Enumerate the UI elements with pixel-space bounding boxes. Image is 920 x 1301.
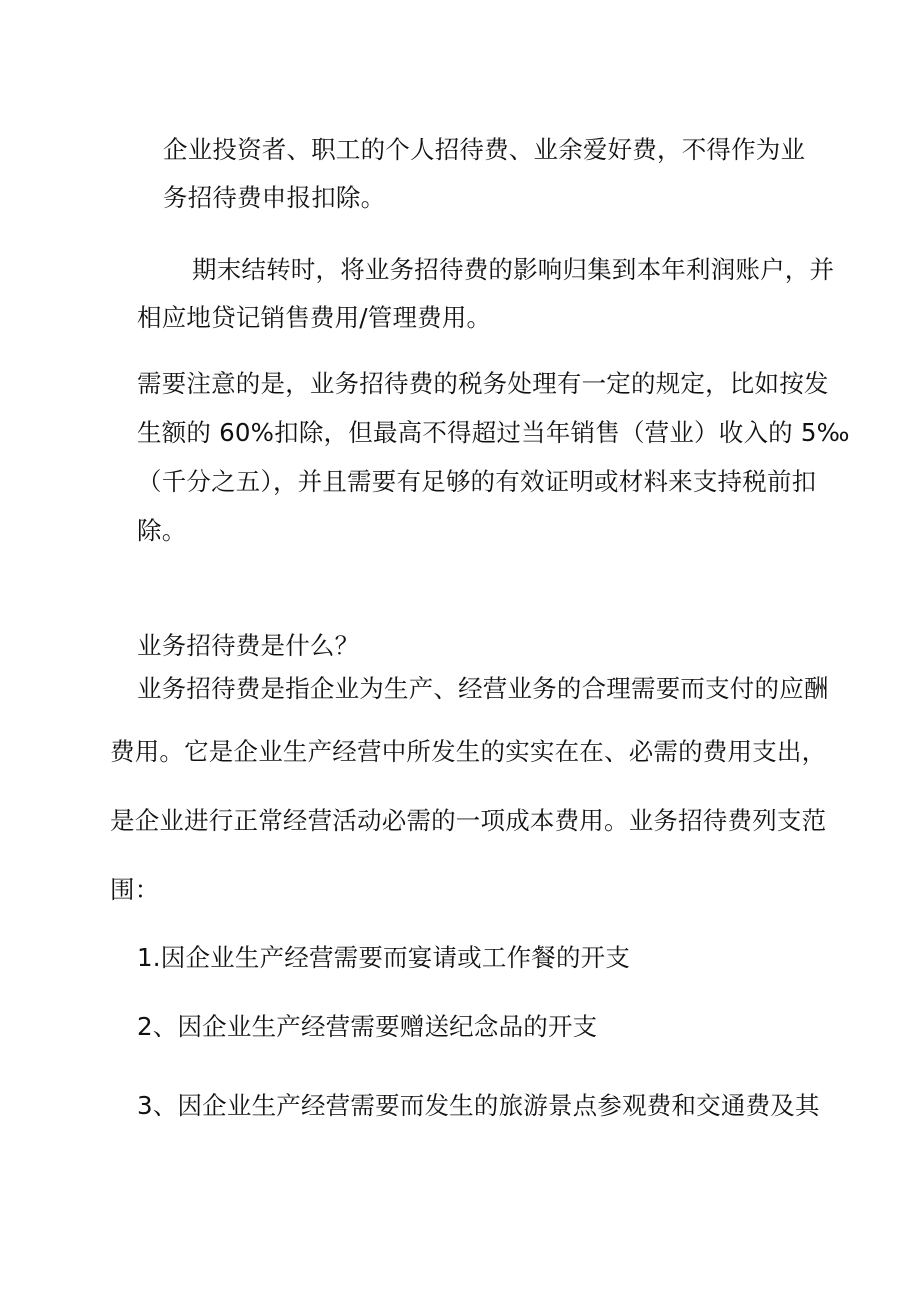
paragraph-1-line-1: 企业投资者、职工的个人招待费、业余爱好费，不得作为业 [163,135,806,164]
paragraph-4-line-2: 费用。它是企业生产经营中所发生的实实在在、必需的费用支出， [110,737,827,766]
list-item: 3、因企业生产经营需要而发生的旅游景点参观费和交通费及其 [137,1091,820,1120]
paragraph-3-line-1: 需要注意的是，业务招待费的税务处理有一定的规定，比如按发 [137,369,829,398]
paragraph-4-line-1: 业务招待费是指企业为生产、经营业务的合理需要而支付的应酬 [137,674,829,703]
list-item: 2、因企业生产经营需要赠送纪念品的开支 [137,1012,598,1041]
paragraph-4-line-3: 是企业进行正常经营活动必需的一项成本费用。业务招待费列支范 [110,806,827,835]
paragraph-2-line-2: 相应地贷记销售费用/管理费用。 [137,303,492,332]
paragraph-2-line-1: 期末结转时，将业务招待费的影响归集到本年利润账户，并 [192,255,835,284]
paragraph-3-line-3: （千分之五），并且需要有足够的有效证明或材料来支持税前扣 [137,467,817,496]
list-item: 1.因企业生产经营需要而宴请或工作餐的开支 [137,943,631,972]
paragraph-4-line-4: 围： [110,875,160,904]
section-heading: 业务招待费是什么？ [137,631,360,660]
paragraph-3-line-4: 除。 [137,516,187,545]
paragraph-3-line-2: 生额的 60%扣除，但最高不得超过当年销售（营业）收入的 5‰ [137,418,850,447]
paragraph-1-line-2: 务招待费申报扣除。 [163,183,386,212]
